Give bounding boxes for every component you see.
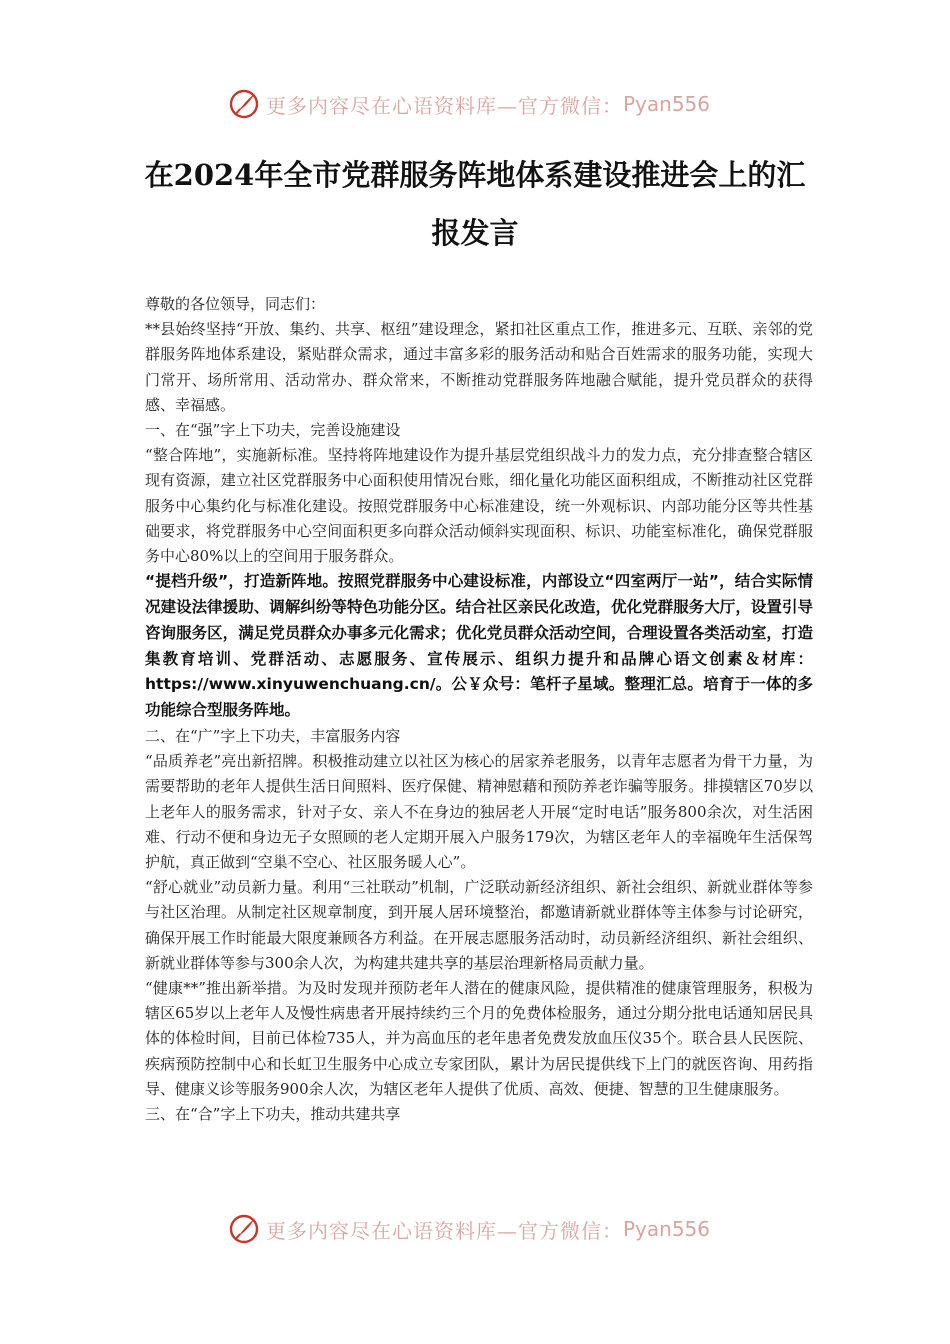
- wechat-id: Pyan556: [623, 1217, 711, 1241]
- paragraph-elderly-care: “品质养老”亮出新招牌。积极推动建立以社区为核心的居家养老服务，以青年志愿者为骨干力量，为需要帮助的老年人提供生活日间照料、医疗保健、精神慰藉和预防养老诈骗等服务。排摸辖区70岁以上老年人的服务需求，针对子女、亲人不在身边的独居老人开展“定时电话”服务800余次，对生活困难、行动不便和身边无子女照顾的老人定期开展入户服务179次，为辖区老年人的幸福晚年生活保驾护航，真正做到“空巢不空心、社区服务暖人心”。: [145, 752, 813, 872]
- salutation: 尊敬的各位领导，同志们：: [145, 295, 326, 313]
- paragraph-upgrade: “提档升级”，打造新阵地。按照党群服务中心建设标准，内部设立“四室两厅一站”，结合实际情况建设法律援助、调解纠纷等特色功能分区。结合社区亲民化改造，优化党群服务大厅，设置引导咨询服务区，满足党员群众办事多元化需求；优化党员群众活动空间，合理设置各类活动室，打造集教育培训、党群活动、志愿服务、宣传展示、组织力提升和品牌心语文创素＆材库：https://www.xinyuwenchuang.cn/。公￥众号：笔杆子星域。整理汇总。培育于一体的多功能综合型服务阵地。: [145, 572, 813, 720]
- banner-text: 更多内容尽在心语资料库—官方微信：: [266, 93, 623, 118]
- paragraph-employment: “舒心就业”动员新力量。利用“三社联动”机制，广泛联动新经济组织、新社会组织、新就业群体等参与社区治理。从制定社区规章制度，到开展人居环境整治，都邀请新就业群体等主体参与讨论研究，确保开展工作时能最大限度兼顾各方利益。在开展志愿服务活动时，动员新经济组织、新社会组织、新就业群体等参与300余人次，为构建共建共享的基层治理新格局贡献力量。: [145, 878, 813, 972]
- wechat-id: Pyan556: [623, 92, 711, 116]
- quill-logo-icon: [228, 1213, 260, 1245]
- document-body: [145, 292, 813, 1127]
- header-banner[interactable]: [228, 86, 728, 122]
- paragraph-integrate: “整合阵地”，实施新标准。坚持将阵地建设作为提升基层党组织战斗力的发力点，充分排查整合辖区现有资源，建立社区党群服务中心面积使用情况台账，细化量化功能区面积组成，不断推动社区党群服务中心集约化与标准化建设。按照党群服务中心标准建设，统一外观标识、内部功能分区等共性基础要求，将党群服务中心空间面积更多向群众活动倾斜实现面积、标识、功能室标准化，确保党群服务中心80%以上的空间用于服务群众。: [145, 446, 813, 566]
- quill-logo-icon: [228, 88, 260, 120]
- title-line-2: 报发言: [431, 216, 519, 250]
- section-heading-1: 一、在“强”字上下功夫，完善设施建设: [145, 421, 401, 440]
- section-heading-3: 三、在“合”字上下功夫，推动共建共享: [145, 1105, 401, 1124]
- document-title: [120, 146, 830, 262]
- intro-paragraph: **县始终坚持“开放、集约、共享、枢纽”建设理念，紧扣社区重点工作，推进多元、互联、亲邻的党群服务阵地体系建设，紧贴群众需求，通过丰富多彩的服务活动和贴合百姓需求的服务功能，实现大门常开、场所常用、活动常办、群众常来，不断推动党群服务阵地融合赋能，提升党员群众的获得感、幸福感。: [145, 320, 813, 414]
- paragraph-health: “健康**”推出新举措。为及时发现并预防老年人潜在的健康风险，提供精准的健康管理服务，积极为辖区65岁以上老年人及慢性病患者开展持续约三个月的免费体检服务，通过分期分批电话通知居民具体的体检时间，目前已体检735人，并为高血压的老年患者免费发放血压仪35个。联合县人民医院、疾病预防控制中心和长虹卫生服务中心成立专家团队，累计为居民提供线下上门的就医咨询、用药指导、健康义诊等服务900余人次，为辖区老年人提供了优质、高效、便捷、智慧的卫生健康服务。: [145, 979, 813, 1098]
- banner-text: 更多内容尽在心语资料库—官方微信：: [266, 1218, 623, 1243]
- section-heading-2: 二、在“广”字上下功夫，丰富服务内容: [145, 727, 401, 746]
- footer-banner[interactable]: [228, 1211, 728, 1247]
- title-line-1: 在2024年全市党群服务阵地体系建设推进会上的汇: [144, 158, 806, 192]
